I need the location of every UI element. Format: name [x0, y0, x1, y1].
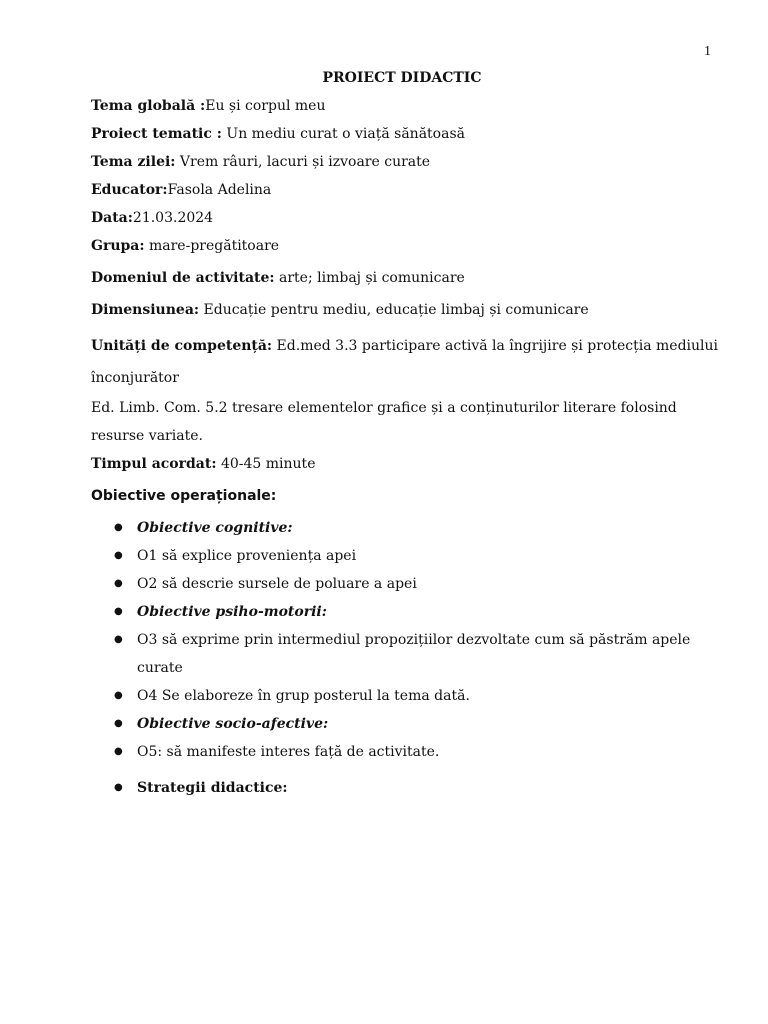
field-tema-globala: Tema globală :Eu și corpul meu — [91, 98, 326, 114]
bullet-icon: ● — [114, 718, 123, 729]
field-dimensiunea: Dimensiunea: Educație pentru mediu, educație limbaj și comunicare — [91, 302, 589, 318]
field-tema-zilei: Tema zilei: Vrem râuri, lacuri și izvoare curate — [91, 154, 431, 170]
document-body — [91, 96, 721, 802]
objectives-heading: Obiective operaționale: — [91, 488, 277, 504]
field-proiect-tematic: Proiect tematic : Un mediu curat o viață sănătoasă — [91, 126, 465, 142]
bullet-icon: ● — [114, 578, 123, 589]
objectives-list — [91, 514, 721, 802]
bullet-icon: ● — [114, 746, 123, 757]
bullet-icon: ● — [114, 522, 123, 533]
field-grupa: Grupa: mare-pregătitoare — [91, 238, 280, 254]
field-timp: Timpul acordat: 40-45 minute — [91, 456, 316, 472]
list-item: ● Obiective psiho-motorii: — [91, 598, 721, 626]
list-item: ● O3 să exprime prin intermediul propozițiilor dezvoltate cum să păstrăm apele curate — [91, 626, 721, 682]
list-item: ● O2 să descrie sursele de poluare a apei — [91, 570, 721, 598]
field-data: Data:21.03.2024 — [91, 210, 214, 226]
list-item: ● Obiective cognitive: — [91, 514, 721, 542]
field-educator: Educator:Fasola Adelina — [91, 182, 272, 198]
list-item: ● O4 Se elaboreze în grup posterul la tema dată. — [91, 682, 721, 710]
list-item: ● O1 să explice proveniența apei — [91, 542, 721, 570]
field-competente: Unități de competență: Ed.med 3.3 participare activă la îngrijire și protecția mediului înconjurător — [91, 338, 719, 386]
list-item: ● Obiective socio-afective: — [91, 710, 721, 738]
bullet-icon: ● — [114, 634, 123, 645]
bullet-icon: ● — [114, 550, 123, 561]
document-title: PROIECT DIDACTIC — [322, 70, 482, 86]
competente-extra: Ed. Limb. Com. 5.2 tresare elementelor grafice și a conținuturilor literare folosind resurse variate. — [91, 400, 677, 444]
bullet-icon: ● — [114, 782, 123, 793]
list-item: ● O5: să manifeste interes față de activitate. — [91, 738, 721, 766]
list-item: ● Strategii didactice: — [91, 774, 721, 802]
field-domeniul: Domeniul de activitate: arte; limbaj și comunicare — [91, 270, 465, 286]
bullet-icon: ● — [114, 690, 123, 701]
page-number: 1 — [704, 44, 711, 59]
bullet-icon: ● — [114, 606, 123, 617]
